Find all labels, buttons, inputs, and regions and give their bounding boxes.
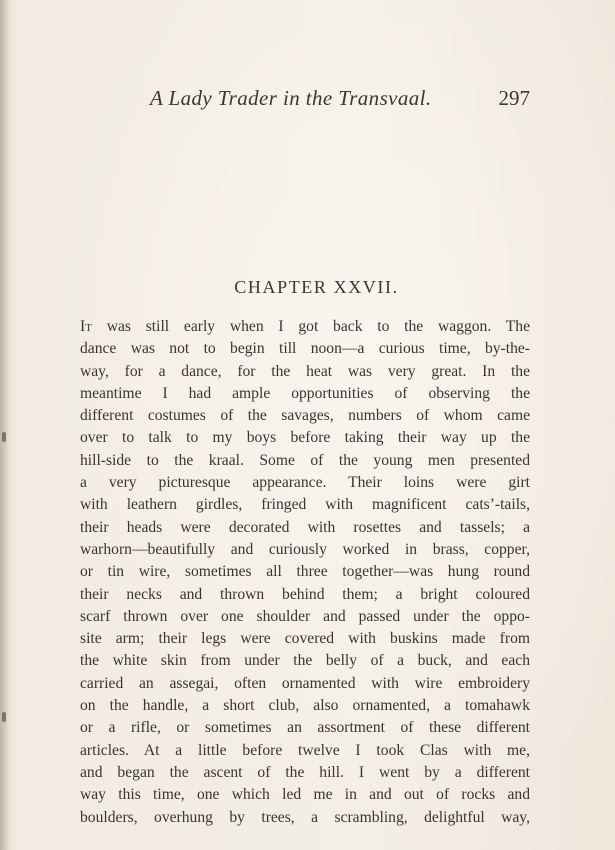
spine-shadow [0, 0, 10, 850]
text-line: site arm; their legs were covered with buskins made from [80, 630, 530, 648]
text-line: scarf thrown over one shoulder and passed under the oppo- [80, 607, 530, 625]
text-line: boulders, overhung by trees, a scrambling, delightful way, [80, 808, 530, 826]
text-line: way, for a dance, for the heat was very great. In the [80, 362, 530, 380]
text-line: their necks and thrown behind them; a bright coloured [80, 585, 530, 603]
text-line: a very picturesque appearance. Their loins were girt [80, 474, 530, 492]
running-title: A Lady Trader in the Transvaal. [150, 86, 432, 110]
chapter-heading: CHAPTER XXVII. [234, 277, 399, 297]
edge-mark [2, 712, 6, 722]
text-line: or tin wire, sometimes all three together—was hung round [80, 563, 530, 581]
text-line: over to talk to my boys before taking their way up the [80, 429, 530, 447]
text-line: carried an assegai, often ornamented with wire embroidery [80, 674, 530, 692]
opening-word: It [80, 318, 92, 335]
text-line: with leathern girdles, fringed with magnificent cats’-tails, [80, 496, 530, 514]
text-line: different costumes of the savages, numbers of whom came [80, 407, 530, 425]
text-line: or a rifle, or sometimes an assortment of these different [80, 719, 530, 737]
text-line: articles. At a little before twelve I took Clas with me, [80, 741, 530, 759]
text-line: It was still early when I got back to the waggon. The [80, 318, 530, 335]
text-line: warhorn—beautifully and curiously worked in brass, copper, [80, 540, 530, 558]
text-line: and began the ascent of the hill. I went by a different [80, 763, 530, 781]
text-line: their heads were decorated with rosettes and tassels; a [80, 518, 530, 536]
chapter-heading-wrap [0, 277, 615, 298]
text-line: on the handle, a short club, also ornamented, a tomahawk [80, 697, 530, 715]
text-line: meantime I had ample opportunities of observing the [80, 384, 530, 402]
edge-mark [2, 432, 6, 442]
text-line: hill-side to the kraal. Some of the young men presented [80, 451, 530, 469]
text-line: the white skin from under the belly of a buck, and each [80, 652, 530, 670]
running-header [150, 86, 530, 116]
text-line: way this time, one which led me in and out of rocks and [80, 786, 530, 804]
body-text [80, 316, 530, 829]
page-number: 297 [498, 86, 530, 110]
text-line: dance was not to begin till noon—a curious time, by-the- [80, 340, 530, 358]
